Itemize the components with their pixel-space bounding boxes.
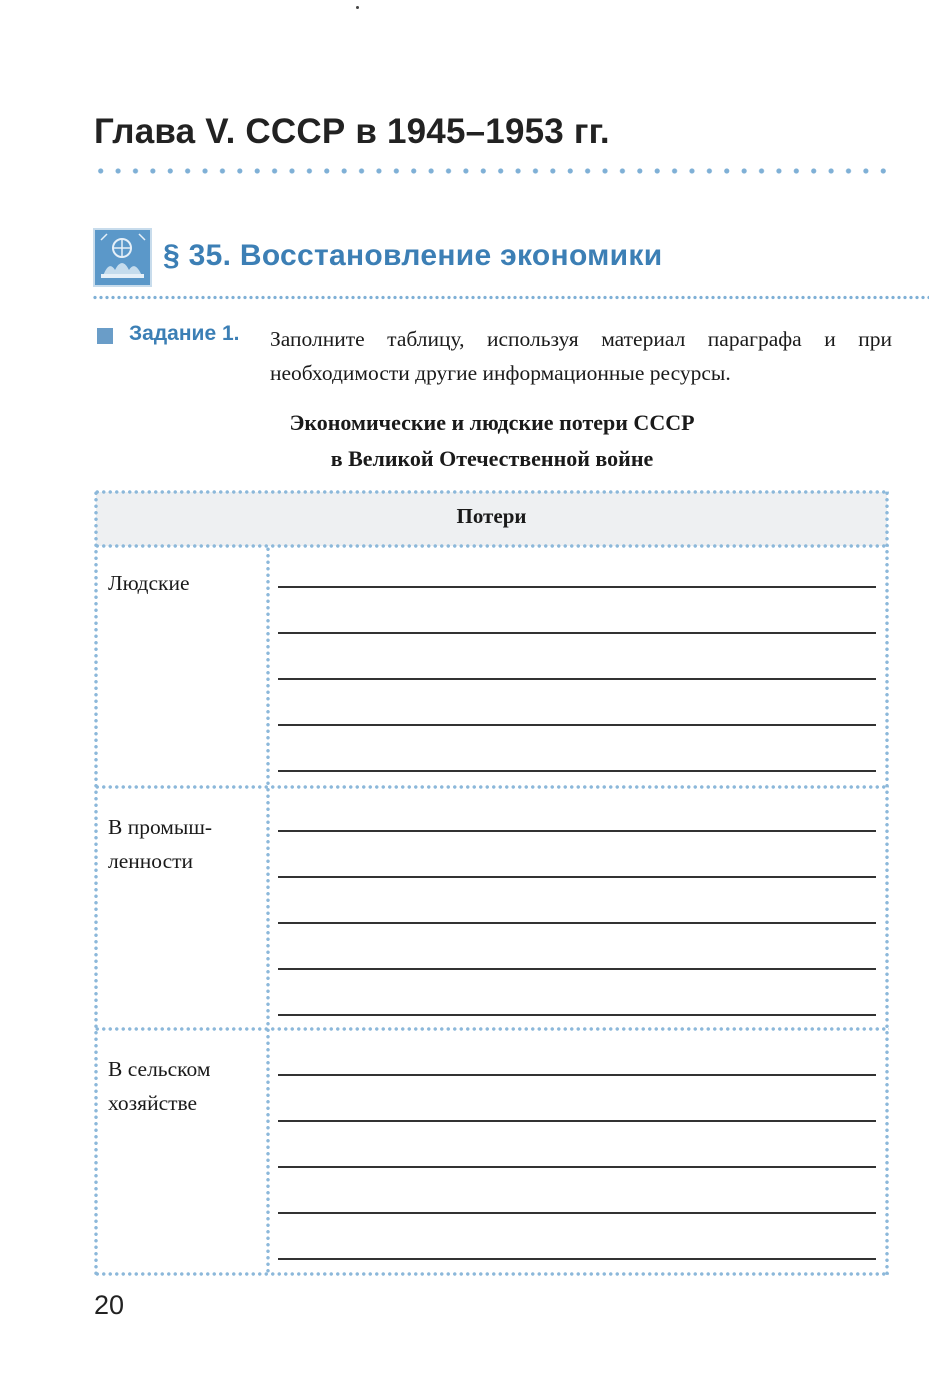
row-label-industry: В промыш- ленности xyxy=(108,815,213,873)
row-label-agriculture: В сельском хозяйстве xyxy=(108,1057,211,1115)
chapter-title: Глава V. СССР в 1945–1953 гг. xyxy=(94,112,610,151)
section-emblem-icon xyxy=(93,228,152,287)
answer-line[interactable] xyxy=(278,1212,876,1214)
answer-line[interactable] xyxy=(278,1258,876,1260)
answer-line[interactable] xyxy=(278,1074,876,1076)
losses-table xyxy=(94,490,889,1276)
table-caption-line-1: Экономические и людские потери СССР xyxy=(289,410,695,435)
row-separator xyxy=(94,544,889,548)
answer-line[interactable] xyxy=(278,678,876,680)
column-separator xyxy=(266,546,270,1274)
table-border-right xyxy=(885,490,889,1276)
chapter-divider xyxy=(92,167,892,175)
scan-speck xyxy=(356,6,359,9)
answer-line[interactable] xyxy=(278,770,876,772)
row-separator xyxy=(94,1027,889,1031)
answer-line[interactable] xyxy=(278,1014,876,1016)
section-title: § 35. Восстановление экономики xyxy=(163,239,663,272)
row-separator xyxy=(94,785,889,789)
row-label-human: Людские xyxy=(108,571,190,595)
table-border-top xyxy=(94,490,889,494)
answer-line[interactable] xyxy=(278,830,876,832)
table-header: Потери xyxy=(456,504,527,528)
task-square-icon xyxy=(97,328,113,344)
table-border-bottom xyxy=(94,1272,889,1276)
answer-line[interactable] xyxy=(278,922,876,924)
answer-line[interactable] xyxy=(278,968,876,970)
task-instruction: Заполните таблицу, используя материал параграфа и при необходимости другие информационные ресурсы. xyxy=(270,327,892,385)
answer-line[interactable] xyxy=(278,586,876,588)
answer-line[interactable] xyxy=(278,1120,876,1122)
page-number: 20 xyxy=(94,1290,125,1320)
section-divider xyxy=(92,295,929,300)
answer-line[interactable] xyxy=(278,1166,876,1168)
table-caption-line-2: в Великой Отечественной войне xyxy=(330,446,654,471)
task-label: Задание 1. xyxy=(129,322,240,345)
answer-line[interactable] xyxy=(278,876,876,878)
answer-line[interactable] xyxy=(278,632,876,634)
table-caption xyxy=(92,405,892,477)
answer-line[interactable] xyxy=(278,724,876,726)
table-border-left xyxy=(94,490,98,1276)
